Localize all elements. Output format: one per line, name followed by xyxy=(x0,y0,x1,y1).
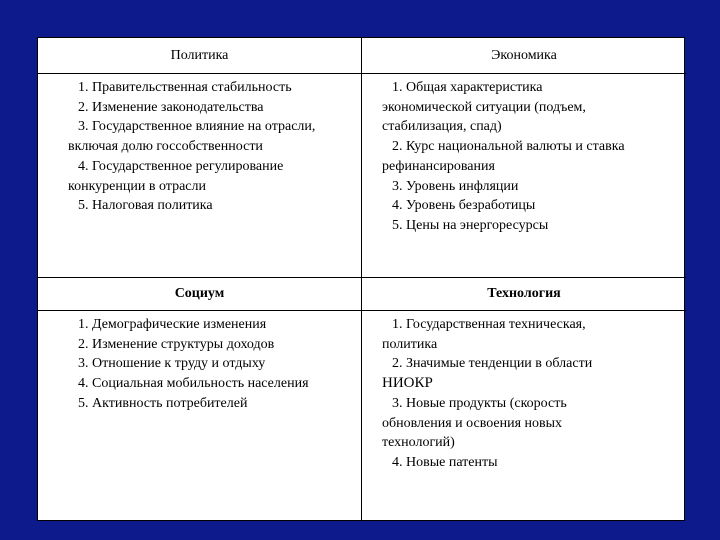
society-cell xyxy=(38,311,362,520)
header-economics-label: Экономика xyxy=(491,47,557,63)
pest-table xyxy=(37,37,685,521)
technology-line: политика xyxy=(382,336,438,352)
header-technology xyxy=(362,278,686,311)
header-technology-label: Технология xyxy=(487,286,561,302)
society-line: 1. Демографические изменения xyxy=(78,317,267,332)
politics-line: 5. Налоговая политика xyxy=(78,198,213,214)
economics-line: 2. Курс национальной валюты и ставка xyxy=(392,139,625,155)
economics-cell xyxy=(362,74,686,278)
economics-line: рефинансирования xyxy=(382,158,495,174)
society-line: 5. Активность потребителей xyxy=(78,395,248,411)
society-line: 4. Социальная мобильность населения xyxy=(78,376,309,392)
header-economics xyxy=(362,38,686,74)
header-society xyxy=(38,278,362,311)
politics-line: 4. Государственное регулирование xyxy=(78,158,284,174)
society-line: 3. Отношение к труду и отдыху xyxy=(78,356,266,372)
technology-cell xyxy=(362,311,686,520)
economics-line: 3. Уровень инфляции xyxy=(392,178,519,194)
economics-line: стабилизация, спад) xyxy=(382,119,502,135)
economics-line: 1. Общая характеристика xyxy=(392,80,543,95)
header-politics-label: Политика xyxy=(170,47,229,63)
technology-line: 4. Новые патенты xyxy=(392,454,498,470)
technology-line: 1. Государственная техническая, xyxy=(392,317,586,332)
politics-line: 1. Правительственная стабильность xyxy=(78,80,292,95)
economics-line: экономической ситуации (подъем, xyxy=(382,99,586,115)
politics-line: включая долю госсобственности xyxy=(68,139,263,155)
politics-line: 3. Государственное влияние на отрасли, xyxy=(78,119,316,135)
politics-line: 2. Изменение законодательства xyxy=(78,99,264,115)
technology-line: 2. Значимые тенденции в области xyxy=(392,356,593,372)
header-society-label: Социум xyxy=(174,286,225,302)
politics-cell xyxy=(38,74,362,278)
economics-line: 4. Уровень безработицы xyxy=(392,198,536,214)
technology-line: технологий) xyxy=(382,435,455,451)
technology-line: обновления и освоения новых xyxy=(382,415,563,431)
header-politics xyxy=(38,38,362,74)
technology-line: 3. Новые продукты (скорость xyxy=(392,395,567,411)
politics-line: конкуренции в отрасли xyxy=(68,178,206,194)
economics-line: 5. Цены на энергоресурсы xyxy=(392,217,549,233)
society-line: 2. Изменение структуры доходов xyxy=(78,336,275,352)
technology-line: НИОКР xyxy=(382,375,433,392)
